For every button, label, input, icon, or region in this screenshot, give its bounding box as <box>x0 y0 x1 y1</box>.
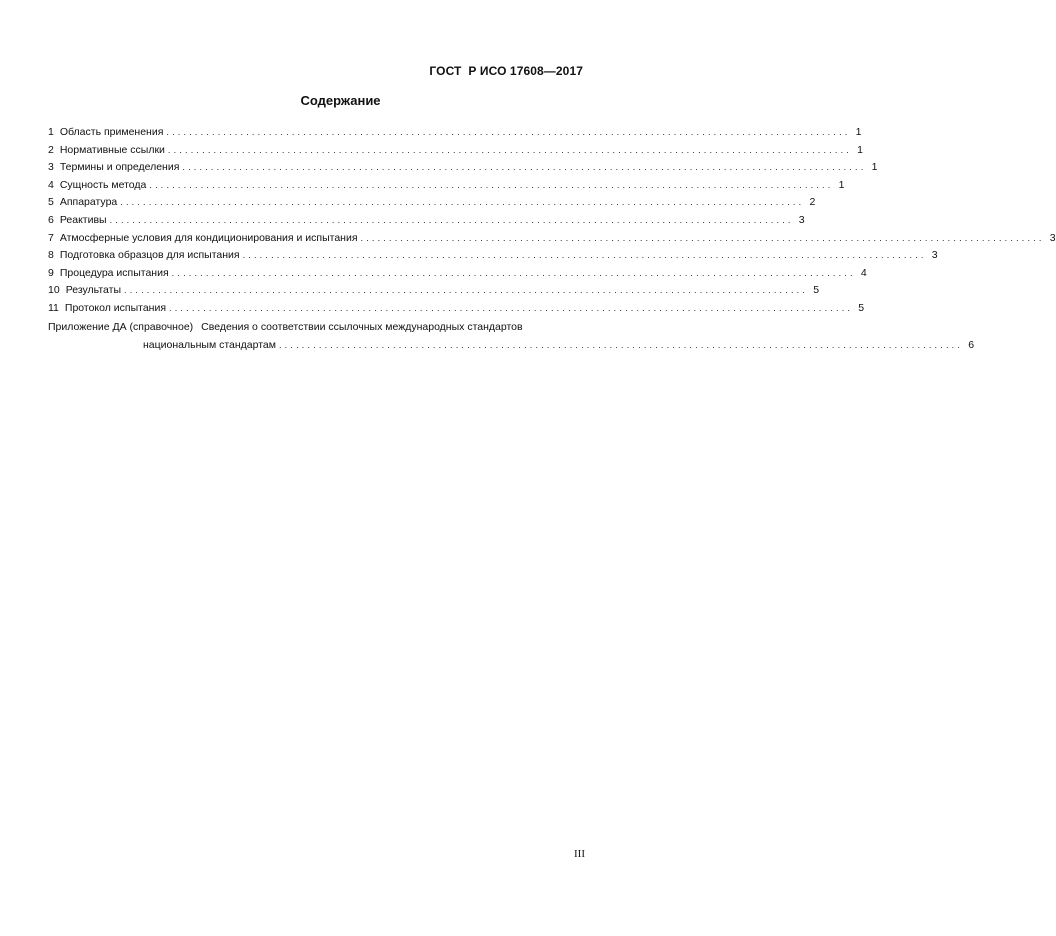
toc-entry[interactable] <box>48 300 865 318</box>
toc-entry[interactable] <box>48 265 867 283</box>
toc-entry-page: 3 <box>798 213 805 226</box>
appendix-second-line <box>48 336 975 354</box>
toc-entry-number: 11 <box>48 301 59 314</box>
toc-entry-number: 7 <box>48 231 54 244</box>
toc-leader-dots: ........................................................................................................................ <box>242 250 927 261</box>
toc-entry-number: 2 <box>48 143 54 156</box>
toc-entry-page: 1 <box>871 161 878 174</box>
toc-entry-label: Результаты <box>65 284 121 297</box>
toc-leader-dots: ........................................................................................................................ <box>182 162 867 173</box>
toc-entry-label: Процедура испытания <box>59 266 169 279</box>
toc-entry-label: Область применения <box>59 126 164 138</box>
toc-leader-dots: ........................................................................................................................ <box>109 214 794 225</box>
toc-entry[interactable] <box>48 282 820 300</box>
appendix-title-line1: Сведения о соответствии ссылочных международных стандартов <box>201 320 523 333</box>
toc-leader-dots: ........................................................................................................................ <box>169 302 854 313</box>
toc-entry-page: 5 <box>858 301 865 314</box>
appendix-prefix: Приложение ДА (справочное) <box>48 320 194 333</box>
toc-entry[interactable] <box>48 142 863 160</box>
toc-entry-page: 1 <box>838 178 845 191</box>
toc-entry-page: 1 <box>855 126 862 138</box>
toc-entry-number: 8 <box>48 249 54 262</box>
toc-leader-dots: ........................................................................................................................ <box>166 127 851 137</box>
page-number: III <box>574 848 585 860</box>
toc-entry-page: 4 <box>860 266 867 279</box>
toc-entry-label: Термины и определения <box>59 161 180 174</box>
toc-leader-dots: ........................................................................................................................ <box>149 179 834 190</box>
toc-entry-label: Аппаратура <box>59 196 118 209</box>
toc-entry[interactable] <box>48 194 816 212</box>
toc-entry-label: Протокол испытания <box>64 301 167 314</box>
toc-title: Содержание <box>300 93 381 108</box>
toc-entry[interactable] <box>48 230 1056 248</box>
toc-entry-number: 1 <box>48 126 54 138</box>
toc-entry-number: 6 <box>48 213 54 226</box>
appendix-title-line2: национальным стандартам <box>143 338 276 351</box>
toc-entry-label: Атмосферные условия для кондиционирования и испытания <box>59 231 358 244</box>
toc-entry-page: 2 <box>809 196 816 209</box>
toc-leader-dots: ........................................................................................................................ <box>278 339 964 350</box>
toc-entry-label: Сущность метода <box>59 178 147 191</box>
toc-entry-number: 3 <box>48 161 54 174</box>
toc-entry-number: 9 <box>48 266 54 279</box>
toc-leader-dots: ........................................................................................................................ <box>120 197 805 208</box>
toc-entry[interactable] <box>48 124 862 142</box>
toc-entry[interactable] <box>48 177 845 195</box>
toc-leader-dots: ........................................................................................................................ <box>171 267 856 278</box>
toc-appendix-entry[interactable] <box>48 318 975 354</box>
appendix-first-line <box>48 318 584 336</box>
toc-leader-dots: ........................................................................................................................ <box>360 232 1045 243</box>
toc-entry-number: 10 <box>48 284 60 297</box>
toc-entry[interactable] <box>48 247 938 265</box>
table-of-contents <box>48 124 1056 354</box>
toc-entry-page: 3 <box>1049 231 1056 244</box>
toc-leader-dots: ........................................................................................................................ <box>167 144 852 155</box>
toc-entry-page: 3 <box>931 249 938 262</box>
document-code: ГОСТ Р ИСО 17608—2017 <box>429 64 583 78</box>
toc-entry-label: Нормативные ссылки <box>59 143 165 156</box>
toc-entry-number: 4 <box>48 178 54 191</box>
toc-leader-dots: ........................................................................................................................ <box>124 285 809 296</box>
toc-entry-page: 1 <box>857 143 863 156</box>
toc-entry-page: 6 <box>968 338 975 351</box>
toc-entry-number: 5 <box>48 196 54 209</box>
toc-entry[interactable] <box>48 212 805 230</box>
toc-entry-page: 5 <box>813 284 820 297</box>
toc-entry-label: Подготовка образцов для испытания <box>59 249 240 262</box>
toc-entry-label: Реактивы <box>59 213 107 226</box>
toc-entry[interactable] <box>48 159 878 177</box>
